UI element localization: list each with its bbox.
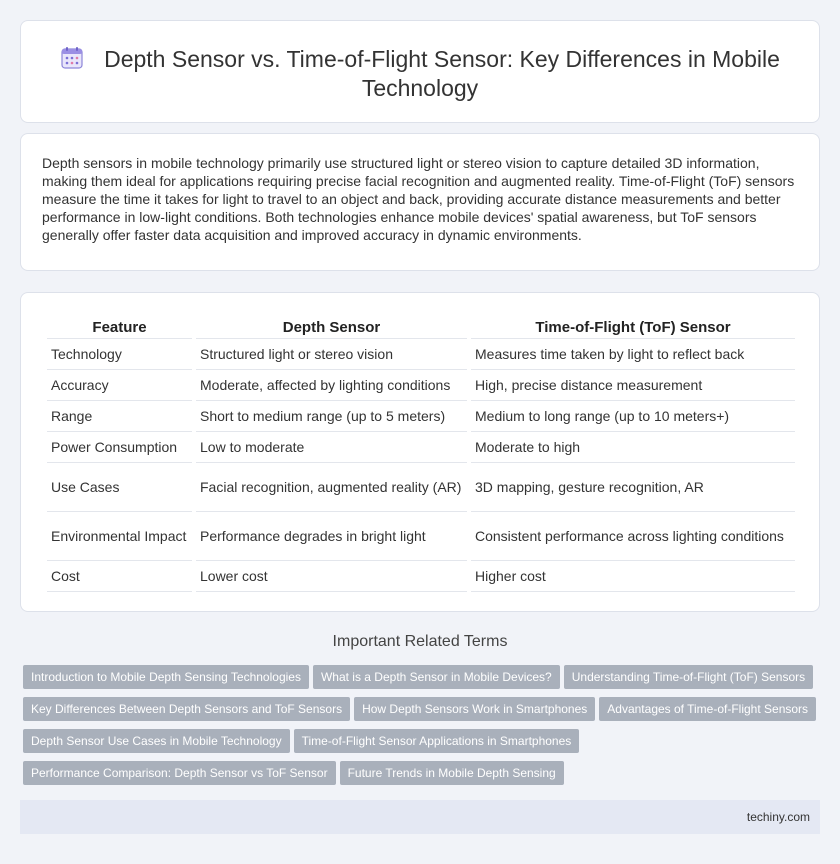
cell-tof: Measures time taken by light to reflect back <box>471 339 795 370</box>
table-row <box>47 339 795 370</box>
page-title-wrap <box>21 45 819 103</box>
intro-card <box>20 133 820 271</box>
cell-depth: Facial recognition, augmented reality (AR) <box>196 463 467 512</box>
cell-tof: Medium to long range (up to 10 meters+) <box>471 401 795 432</box>
header-depth-sensor: Depth Sensor <box>196 315 467 339</box>
table-row <box>47 401 795 432</box>
cell-depth: Structured light or stereo vision <box>196 339 467 370</box>
related-term-tag[interactable]: Introduction to Mobile Depth Sensing Technologies <box>23 665 309 689</box>
related-terms-heading: Important Related Terms <box>332 633 508 650</box>
related-term-tag[interactable]: Future Trends in Mobile Depth Sensing <box>340 761 564 785</box>
related-term-tag[interactable]: How Depth Sensors Work in Smartphones <box>354 697 595 721</box>
cell-depth: Moderate, affected by lighting conditions <box>196 370 467 401</box>
table-header-row <box>47 315 795 339</box>
cell-tof: Moderate to high <box>471 432 795 463</box>
table-row <box>47 463 795 512</box>
cell-feature: Environmental Impact <box>47 512 192 561</box>
cell-tof: Higher cost <box>471 561 795 592</box>
table-row <box>47 432 795 463</box>
cell-depth: Short to medium range (up to 5 meters) <box>196 401 467 432</box>
related-term-tag[interactable]: Advantages of Time-of-Flight Sensors <box>599 697 816 721</box>
cell-tof: 3D mapping, gesture recognition, AR <box>471 463 795 512</box>
intro-paragraph: Depth sensors in mobile technology primarily use structured light or stereo vision to capture detailed 3D information, making them ideal for applications requiring precise facial recognition and augmented reality. Time-of-Flight (ToF) sensors measure the time it takes for light to travel to an object and back, providing accurate distance measurements and better performance in low-light conditions. Both technologies enhance mobile devices' spatial awareness, but ToF sensors generally offer faster data acquisition and improved accuracy in dynamic environments. <box>42 155 795 243</box>
cell-feature: Accuracy <box>47 370 192 401</box>
header-tof-sensor: Time-of-Flight (ToF) Sensor <box>471 315 795 339</box>
header-feature: Feature <box>47 315 192 339</box>
related-term-tag[interactable]: Key Differences Between Depth Sensors and ToF Sensors <box>23 697 350 721</box>
page-title: Depth Sensor vs. Time-of-Flight Sensor: Key Differences in Mobile Technology <box>104 46 780 101</box>
related-term-tag[interactable]: Performance Comparison: Depth Sensor vs ToF Sensor <box>23 761 336 785</box>
cell-feature: Use Cases <box>47 463 192 512</box>
related-terms-tags <box>23 665 823 793</box>
comparison-table <box>43 315 799 592</box>
cell-depth: Low to moderate <box>196 432 467 463</box>
comparison-table-card <box>20 292 820 612</box>
related-term-tag[interactable]: What is a Depth Sensor in Mobile Devices? <box>313 665 560 689</box>
table-row <box>47 370 795 401</box>
related-term-tag[interactable]: Understanding Time-of-Flight (ToF) Sensors <box>564 665 813 689</box>
calendar-grid-icon <box>60 46 84 70</box>
cell-feature: Technology <box>47 339 192 370</box>
footer-site-link[interactable]: techiny.com <box>746 810 810 824</box>
cell-tof: High, precise distance measurement <box>471 370 795 401</box>
title-card <box>20 20 820 123</box>
cell-depth: Performance degrades in bright light <box>196 512 467 561</box>
related-term-tag[interactable]: Time-of-Flight Sensor Applications in Smartphones <box>294 729 580 753</box>
related-term-tag[interactable]: Depth Sensor Use Cases in Mobile Technology <box>23 729 290 753</box>
cell-feature: Power Consumption <box>47 432 192 463</box>
cell-feature: Range <box>47 401 192 432</box>
table-row <box>47 512 795 561</box>
cell-tof: Consistent performance across lighting conditions <box>471 512 795 561</box>
table-row <box>47 561 795 592</box>
cell-depth: Lower cost <box>196 561 467 592</box>
cell-feature: Cost <box>47 561 192 592</box>
footer <box>20 800 820 834</box>
